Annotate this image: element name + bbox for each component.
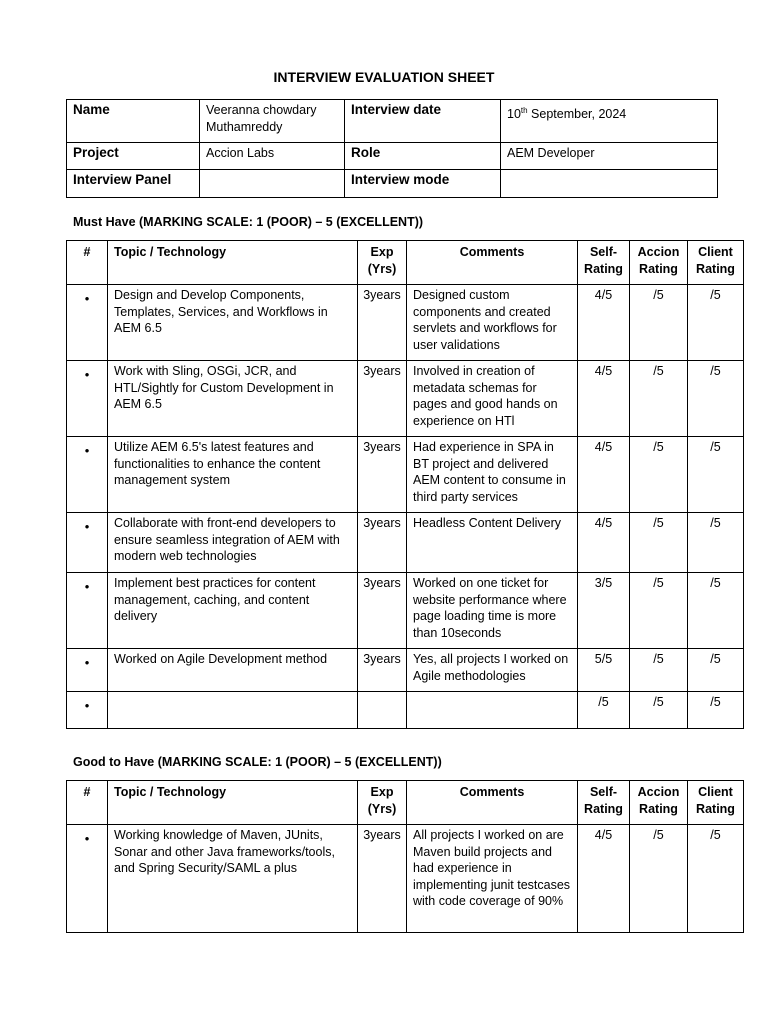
col-header-self-rating: Self-Rating [578,241,630,285]
table-row [67,437,744,513]
table-row [67,692,744,729]
row-self-rating: 4/5 [578,361,630,437]
table-row [67,825,744,933]
row-client-rating: /5 [688,437,744,513]
row-exp: 3years [358,573,407,649]
row-bullet: • [67,437,108,513]
project-value: Accion Labs [200,143,345,170]
row-accion-rating: /5 [630,825,688,933]
row-topic [108,692,358,729]
candidate-info-table [66,99,718,198]
col-header-topic: Topic / Technology [108,781,358,825]
interview-mode-value [501,170,718,198]
col-header-client-rating: Client Rating [688,241,744,285]
row-comments: All projects I worked on are Maven build projects and had experience in implementing junit testcases with code coverage of 90% [407,825,578,933]
must-have-heading: Must Have (MARKING SCALE: 1 (POOR) – 5 (EXCELLENT)) [73,215,424,229]
col-header-client-rating: Client Rating [688,781,744,825]
interview-date-rest: September, 2024 [527,107,627,122]
row-client-rating: /5 [688,513,744,573]
row-accion-rating: /5 [630,692,688,729]
col-header-comments: Comments [407,241,578,285]
row-bullet: • [67,361,108,437]
role-label: Role [345,143,501,170]
col-header-topic: Topic / Technology [108,241,358,285]
row-bullet: • [67,513,108,573]
row-topic: Implement best practices for content management, caching, and content delivery [108,573,358,649]
row-self-rating: 3/5 [578,573,630,649]
row-accion-rating: /5 [630,513,688,573]
row-exp: 3years [358,285,407,361]
row-exp: 3years [358,361,407,437]
row-comments: Designed custom components and created servlets and workflows for user validations [407,285,578,361]
row-topic: Utilize AEM 6.5's latest features and functionalities to enhance the content management system [108,437,358,513]
interview-date-day: 10 [507,107,521,122]
row-topic: Working knowledge of Maven, JUnits, Sonar and other Java frameworks/tools, and Spring Security/SAML a plus [108,825,358,933]
interview-date-label: Interview date [345,100,501,143]
row-client-rating: /5 [688,573,744,649]
row-accion-rating: /5 [630,573,688,649]
row-comments: Had experience in SPA in BT project and delivered AEM content to consume in third party services [407,437,578,513]
row-self-rating: 4/5 [578,825,630,933]
interview-mode-label: Interview mode [345,170,501,198]
project-label: Project [67,143,200,170]
row-bullet: • [67,573,108,649]
row-bullet: • [67,692,108,729]
row-exp: 3years [358,513,407,573]
col-header-number: # [67,241,108,285]
row-accion-rating: /5 [630,285,688,361]
table-row [67,573,744,649]
row-self-rating: 4/5 [578,437,630,513]
row-comments: Involved in creation of metadata schemas for pages and good hands on experience on HTl [407,361,578,437]
row-self-rating: 4/5 [578,285,630,361]
row-exp [358,692,407,729]
role-value: AEM Developer [501,143,718,170]
col-header-exp: Exp (Yrs) [358,781,407,825]
row-comments [407,692,578,729]
row-topic: Collaborate with front-end developers to ensure seamless integration of AEM with modern web technologies [108,513,358,573]
row-client-rating: /5 [688,692,744,729]
row-comments: Worked on one ticket for website performance where page loading time is more than 10seconds [407,573,578,649]
row-comments: Headless Content Delivery [407,513,578,573]
col-header-self-rating: Self-Rating [578,781,630,825]
row-accion-rating: /5 [630,437,688,513]
interview-date-suffix: th [520,106,528,115]
name-label: Name [67,100,200,143]
page-title: INTERVIEW EVALUATION SHEET [273,69,495,85]
row-exp: 3years [358,437,407,513]
row-client-rating: /5 [688,361,744,437]
row-client-rating: /5 [688,825,744,933]
must-have-table [66,240,744,729]
row-bullet: • [67,649,108,692]
row-client-rating: /5 [688,649,744,692]
table-row [67,361,744,437]
col-header-number: # [67,781,108,825]
row-client-rating: /5 [688,285,744,361]
good-to-have-heading: Good to Have (MARKING SCALE: 1 (POOR) – 5 (EXCELLENT)) [73,755,442,769]
row-topic: Worked on Agile Development method [108,649,358,692]
interview-panel-label: Interview Panel [67,170,200,198]
row-topic: Design and Develop Components, Templates, Services, and Workflows in AEM 6.5 [108,285,358,361]
row-exp: 3years [358,649,407,692]
row-self-rating: 5/5 [578,649,630,692]
row-comments: Yes, all projects I worked on Agile methodologies [407,649,578,692]
col-header-accion-rating: Accion Rating [630,241,688,285]
row-bullet: • [67,285,108,361]
table-row [67,513,744,573]
table-row [67,649,744,692]
row-self-rating: 4/5 [578,513,630,573]
row-bullet: • [67,825,108,933]
good-to-have-table [66,780,744,933]
row-accion-rating: /5 [630,361,688,437]
row-accion-rating: /5 [630,649,688,692]
interview-date-value [501,100,718,143]
col-header-accion-rating: Accion Rating [630,781,688,825]
col-header-comments: Comments [407,781,578,825]
col-header-exp: Exp (Yrs) [358,241,407,285]
row-self-rating: /5 [578,692,630,729]
interview-panel-value [200,170,345,198]
table-row [67,285,744,361]
row-exp: 3years [358,825,407,933]
row-topic: Work with Sling, OSGi, JCR, and HTL/Sightly for Custom Development in AEM 6.5 [108,361,358,437]
name-value: Veeranna chowdary Muthamreddy [200,100,345,143]
